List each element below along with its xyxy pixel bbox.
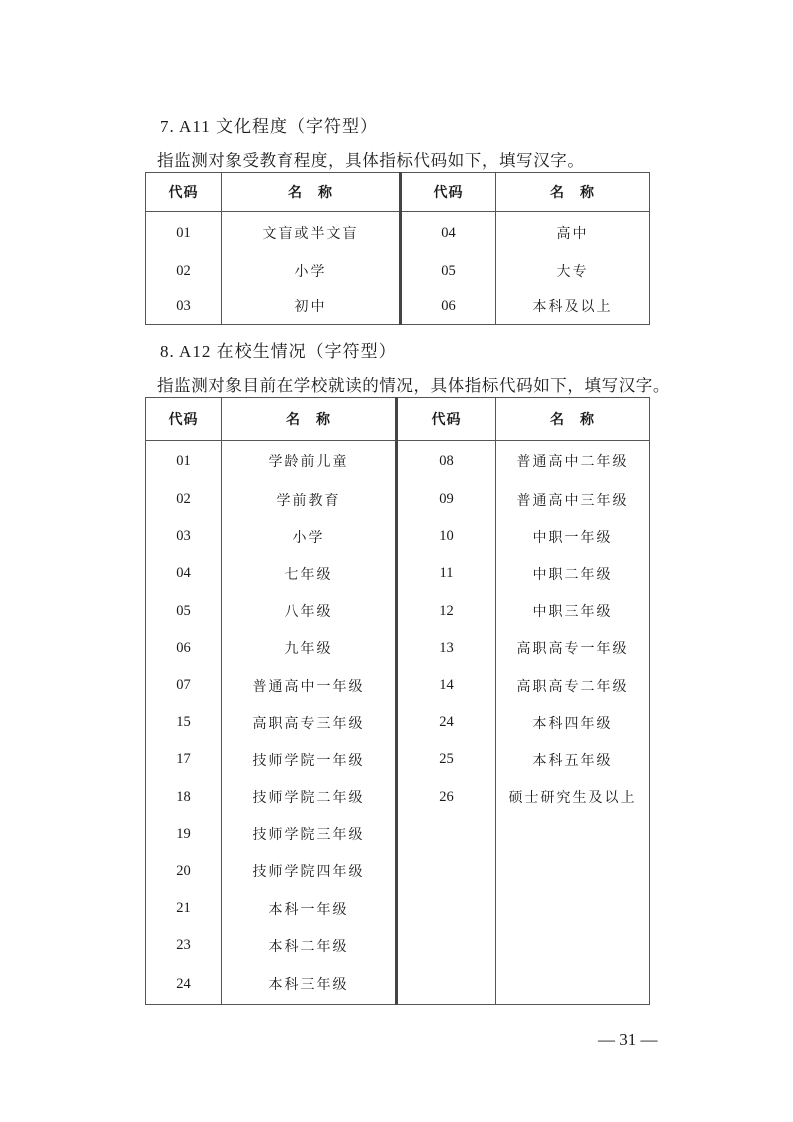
table-row (146, 630, 650, 667)
row-code: 11 (397, 555, 496, 592)
section-7-description: 指监测对象受教育程度，具体指标代码如下，填写汉字。 (157, 151, 585, 170)
row-code: 18 (146, 779, 222, 816)
row-name: 七年级 (222, 555, 397, 592)
row-name: 小学 (222, 518, 397, 555)
row-name: 中职二年级 (496, 555, 650, 592)
row-name: 普通高中三年级 (496, 481, 650, 518)
row-code: 20 (146, 853, 222, 890)
row-name: 中职一年级 (496, 518, 650, 555)
row-code: 14 (397, 667, 496, 704)
row-name: 八年级 (222, 593, 397, 630)
row-code: 04 (401, 212, 496, 255)
table-header-row (146, 173, 650, 212)
row-name: 高职高专二年级 (496, 667, 650, 704)
row-code: 05 (146, 593, 222, 630)
row-name: 大专 (496, 254, 650, 288)
header-name: 名 称 (496, 398, 650, 441)
table-row (146, 741, 650, 778)
table-row (146, 288, 650, 325)
row-name: 九年级 (222, 630, 397, 667)
header-code: 代码 (397, 398, 496, 441)
table-row (146, 518, 650, 555)
table-row (146, 212, 650, 255)
section-7-heading: 7. A11 文化程度（字符型） (160, 117, 378, 136)
student-status-table (145, 397, 650, 1005)
row-code: 02 (146, 254, 222, 288)
header-code: 代码 (146, 173, 222, 212)
row-code: 03 (146, 518, 222, 555)
row-code: 24 (397, 704, 496, 741)
table-row (146, 927, 650, 964)
row-code: 19 (146, 816, 222, 853)
row-name: 学龄前儿童 (222, 441, 397, 482)
row-name (496, 853, 650, 890)
header-name: 名 称 (222, 173, 401, 212)
row-name (496, 816, 650, 853)
row-code (397, 816, 496, 853)
row-name: 硕士研究生及以上 (496, 779, 650, 816)
row-name: 高中 (496, 212, 650, 255)
row-code: 04 (146, 555, 222, 592)
row-code: 24 (146, 964, 222, 1005)
header-code: 代码 (146, 398, 222, 441)
row-code: 07 (146, 667, 222, 704)
row-name: 技师学院二年级 (222, 779, 397, 816)
row-name: 本科一年级 (222, 890, 397, 927)
table-row (146, 667, 650, 704)
row-code: 08 (397, 441, 496, 482)
row-code: 25 (397, 741, 496, 778)
table-row (146, 704, 650, 741)
row-code: 06 (146, 630, 222, 667)
row-code: 03 (146, 288, 222, 325)
row-code (397, 853, 496, 890)
table-row (146, 593, 650, 630)
row-name: 技师学院一年级 (222, 741, 397, 778)
row-name (496, 890, 650, 927)
page-number: — 31 — (598, 1030, 658, 1049)
table-row (146, 441, 650, 482)
table-row (146, 816, 650, 853)
section-8-heading: 8. A12 在校生情况（字符型） (160, 342, 397, 361)
row-name: 本科三年级 (222, 964, 397, 1005)
row-name: 高职高专一年级 (496, 630, 650, 667)
table-row (146, 890, 650, 927)
row-name: 本科五年级 (496, 741, 650, 778)
table-row (146, 481, 650, 518)
row-name: 技师学院四年级 (222, 853, 397, 890)
row-code: 02 (146, 481, 222, 518)
row-name: 初中 (222, 288, 401, 325)
row-name: 本科二年级 (222, 927, 397, 964)
education-level-table (145, 172, 650, 325)
row-code: 05 (401, 254, 496, 288)
row-name: 普通高中一年级 (222, 667, 397, 704)
table-row (146, 254, 650, 288)
row-name: 中职三年级 (496, 593, 650, 630)
row-code (397, 927, 496, 964)
row-code: 15 (146, 704, 222, 741)
header-name: 名 称 (496, 173, 650, 212)
row-code: 12 (397, 593, 496, 630)
table-row (146, 853, 650, 890)
row-name: 本科及以上 (496, 288, 650, 325)
table-row (146, 779, 650, 816)
header-name: 名 称 (222, 398, 397, 441)
row-name: 文盲或半文盲 (222, 212, 401, 255)
row-name (496, 927, 650, 964)
row-name: 高职高专三年级 (222, 704, 397, 741)
row-code: 01 (146, 441, 222, 482)
row-code: 23 (146, 927, 222, 964)
row-code: 21 (146, 890, 222, 927)
row-code: 13 (397, 630, 496, 667)
section-8-description: 指监测对象目前在学校就读的情况，具体指标代码如下，填写汉字。 (157, 376, 670, 395)
row-name: 本科四年级 (496, 704, 650, 741)
row-code: 09 (397, 481, 496, 518)
header-code: 代码 (401, 173, 496, 212)
row-code: 17 (146, 741, 222, 778)
row-code (397, 890, 496, 927)
table-header-row (146, 398, 650, 441)
row-code: 26 (397, 779, 496, 816)
row-name: 小学 (222, 254, 401, 288)
row-name: 学前教育 (222, 481, 397, 518)
table-row (146, 555, 650, 592)
row-code: 10 (397, 518, 496, 555)
row-code: 06 (401, 288, 496, 325)
table-row (146, 964, 650, 1005)
row-name (496, 964, 650, 1005)
row-name: 普通高中二年级 (496, 441, 650, 482)
row-code (397, 964, 496, 1005)
row-name: 技师学院三年级 (222, 816, 397, 853)
row-code: 01 (146, 212, 222, 255)
